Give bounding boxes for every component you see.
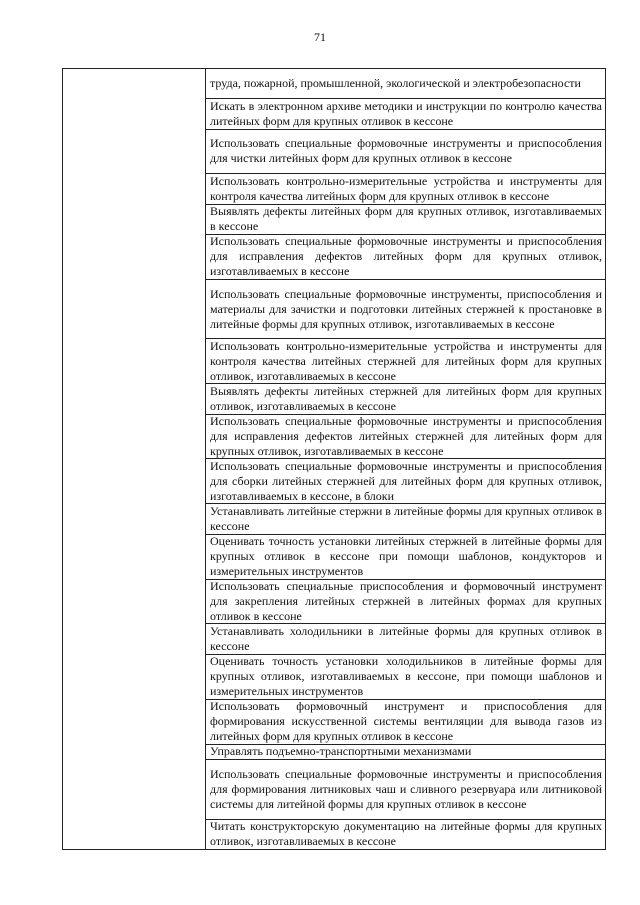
row-text: Использовать специальные формовочные инструменты и приспособления для исправления дефектов литейных форм для крупных отливок, изготавливаемых в кессоне — [210, 234, 602, 279]
table-row — [206, 745, 605, 761]
empty-left-column — [63, 69, 206, 849]
table-row — [206, 174, 605, 204]
table-row — [206, 99, 605, 129]
row-text: Использовать специальные приспособления и формовочный инструмент для закрепления литейных стержней в литейных формах для крупных отливок в кессоне — [210, 579, 602, 624]
table-row — [206, 384, 605, 414]
skills-table — [62, 68, 606, 850]
row-text: Выявлять дефекты литейных стержней для литейных форм для крупных отливок, изготавливаемых в кессоне — [210, 384, 602, 413]
page-number: 71 — [314, 30, 326, 44]
table-row — [206, 69, 605, 99]
row-text: Использовать специальные формовочные инструменты и приспособления для исправления дефектов литейных стержней для литейных форм для крупных отливок, изготавливаемых в кессоне — [210, 414, 602, 459]
row-text: Оценивать точность установки холодильников в литейные формы для крупных отливок, изготавливаемых в кессоне, при помощи шаблонов и измерительных инструментов — [210, 654, 602, 699]
row-text: Использовать специальные формовочные инструменты и приспособления для формирования литниковых чаш и сливного резервуара или литниковой системы для литейной формы для крупных отливок в кессоне — [210, 766, 602, 811]
table-row — [206, 130, 605, 175]
row-text: Выявлять дефекты литейных форм для крупных отливок, изготавливаемых в кессоне — [210, 204, 602, 234]
skills-column — [206, 69, 605, 849]
table-row — [206, 280, 605, 340]
table-row — [206, 760, 605, 820]
row-text: Использовать специальные формовочные инструменты и приспособления для сборки литейных стержней для литейных форм для крупных отливок, изготавливаемых в кессоне, в блоки — [210, 459, 602, 503]
row-text: Использовать специальные формовочные инструменты, приспособления и материалы для зачистки и подготовки литейных стержней к простановке в литейные формы для крупных отливок, изготавливаемых в кессоне — [210, 286, 602, 331]
table-row — [206, 459, 605, 504]
row-text: Использовать контрольно-измерительные устройства и инструменты для контроля качества литейных стержней для литейных форм для крупных отливок, изготавливаемых в кессоне — [210, 339, 602, 383]
row-text: Искать в электронном архиве методики и инструкции по контролю качества литейных форм для крупных отливок в кессоне — [210, 99, 602, 128]
row-text: Оценивать точность установки литейных стержней в литейные формы для крупных отливок в кессоне при помощи шаблонов, кондукторов и измерительных инструментов — [210, 534, 602, 579]
table-row — [206, 655, 605, 700]
table-row — [206, 235, 605, 280]
table-row — [206, 339, 605, 384]
table-row — [206, 205, 605, 235]
table-row — [206, 535, 605, 580]
row-text: Управлять подъемно-транспортными механизмами — [210, 744, 472, 759]
row-text: Устанавливать холодильники в литейные формы для крупных отливок в кессоне — [210, 624, 602, 654]
table-row — [206, 700, 605, 745]
table-row — [206, 580, 605, 625]
table-row — [206, 504, 605, 534]
row-text: Устанавливать литейные стержни в литейные формы для крупных отливок в кессоне — [210, 504, 602, 534]
table-row — [206, 415, 605, 460]
table-row — [206, 624, 605, 654]
row-text: труда, пожарной, промышленной, экологической и электробезопасности — [210, 76, 581, 91]
table-row — [206, 820, 605, 849]
row-text: Читать конструкторскую документацию на литейные формы для крупных отливок, изготавливаемых в кессоне — [210, 819, 602, 849]
row-text: Использовать специальные формовочные инструменты и приспособления для чистки литейных форм для крупных отливок в кессоне — [210, 136, 602, 166]
row-text: Использовать формовочный инструмент и приспособления для формирования искусственной системы вентиляции для вывода газов из литейных форм для крупных отливок в кессоне — [210, 699, 602, 744]
row-text: Использовать контрольно-измерительные устройства и инструменты для контроля качества литейных форм для крупных отливок в кессоне — [210, 174, 602, 204]
